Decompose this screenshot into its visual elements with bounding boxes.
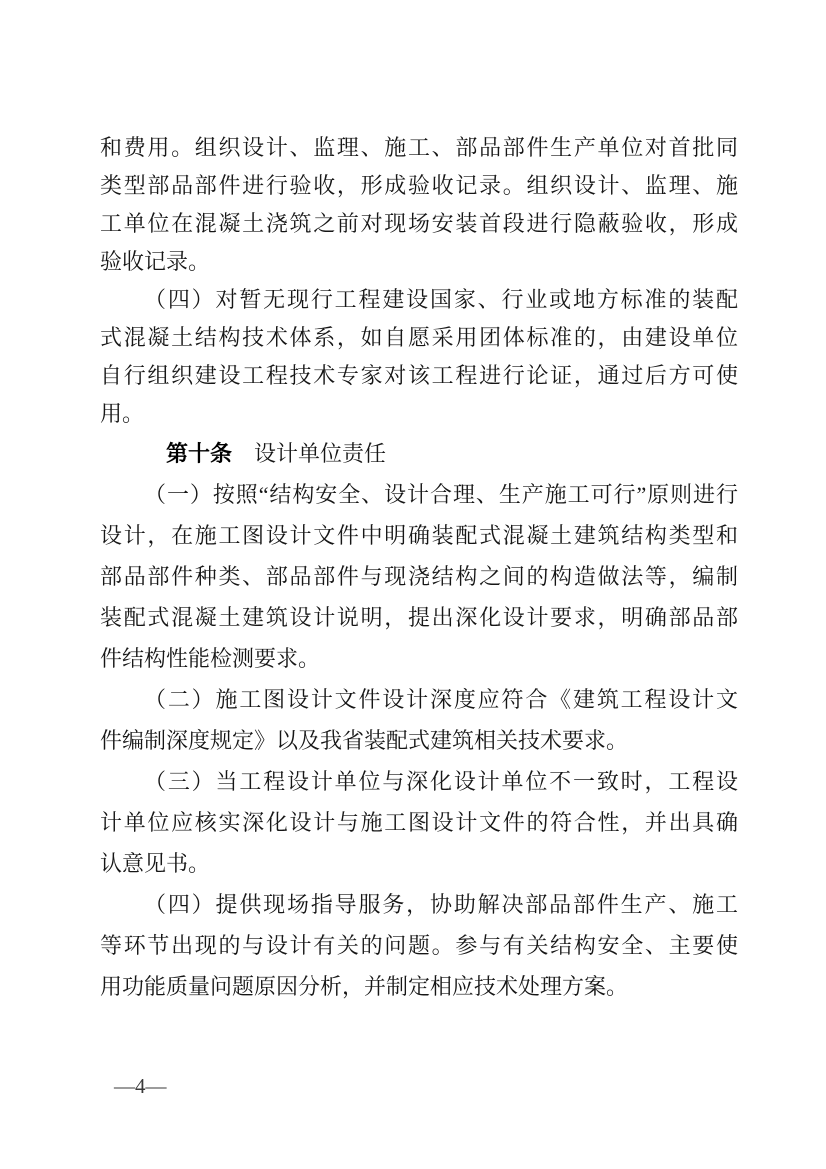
item-four-prev-line: 式混凝土结构技术体系，如自愿采用团体标准的，由建设单位: [100, 325, 738, 350]
page-number: —4—: [114, 1074, 167, 1098]
item-four-line: 用功能质量问题原因分析，并制定相应技术处理方案。: [100, 974, 629, 999]
document-content: [100, 129, 738, 1007]
item-one-line: 部品部件种类、部品部件与现浇结构之间的构造做法等，编制: [100, 564, 738, 589]
item-one-line: 件结构性能检测要求。: [100, 646, 321, 671]
article-heading: [100, 433, 738, 474]
item-four-line: 等环节出现的与设计有关的问题。参与有关结构安全、主要使: [100, 933, 738, 958]
item-one-line: 装配式混凝土建筑设计说明，提出深化设计要求，明确部品部: [100, 605, 738, 630]
item-one-line: 设计，在施工图设计文件中明确装配式混凝土建筑结构类型和: [100, 523, 738, 548]
item-two-line: （二）施工图设计文件设计深度应符合《建筑工程设计文: [144, 687, 738, 712]
paragraph-line: 验收记录。: [100, 249, 211, 274]
article-title: 设计单位责任: [254, 441, 387, 466]
item-four-prev-line: （四）对暂无现行工程建设国家、行业或地方标准的装配: [144, 287, 738, 312]
section-article9-tail: [100, 129, 738, 433]
item-four-line: （四）提供现场指导服务，协助解决部品部件生产、施工: [144, 892, 738, 917]
item-two-line: 件编制深度规定》以及我省装配式建筑相关技术要求。: [100, 728, 629, 753]
item-three-line: 认意见书。: [100, 851, 211, 876]
article-number: 第十条: [166, 441, 233, 466]
paragraph-line: 工单位在混凝土浇筑之前对现场安装首段进行隐蔽验收，形成: [100, 211, 738, 236]
item-four-prev-line: 用。: [100, 401, 145, 426]
paragraph-line: 类型部品部件进行验收，形成验收记录。组织设计、监理、施: [100, 173, 738, 198]
section-article10: [100, 433, 738, 1007]
item-four-prev-line: 自行组织建设工程技术专家对该工程进行论证，通过后方可使: [100, 363, 738, 388]
item-three-line: 计单位应核实深化设计与施工图设计文件的符合性，并出具确: [100, 810, 738, 835]
item-one-line: （一）按照“结构安全、设计合理、生产施工可行”原则进行: [144, 482, 738, 507]
item-three-line: （三）当工程设计单位与深化设计单位不一致时，工程设: [144, 769, 738, 794]
paragraph-line: 和费用。组织设计、监理、施工、部品部件生产单位对首批同: [100, 135, 738, 160]
